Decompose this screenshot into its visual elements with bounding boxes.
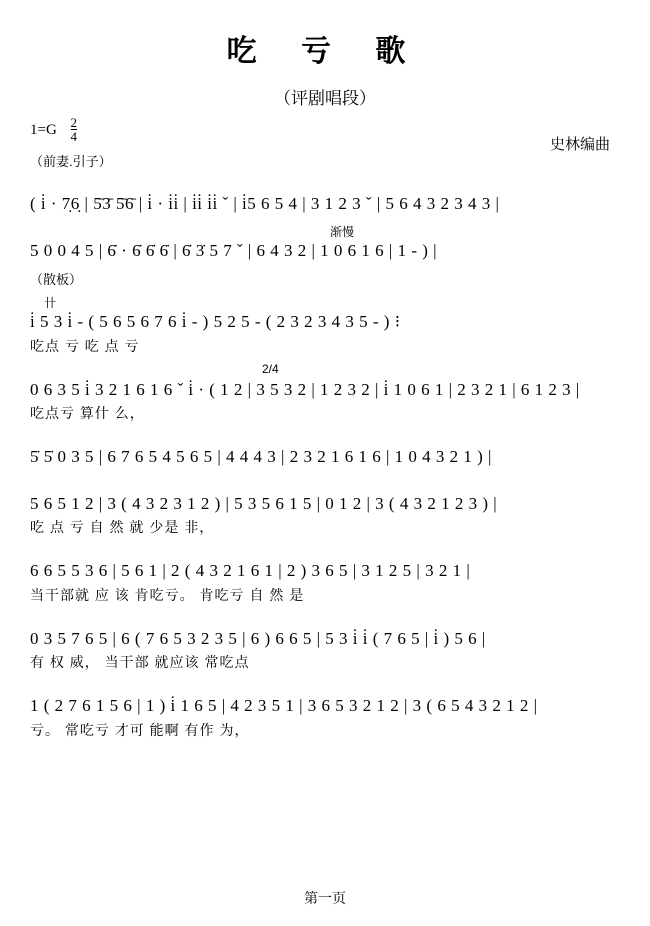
system-annotations: [30, 543, 620, 558]
key-signature: 1=G: [30, 121, 57, 138]
system-annotations: [30, 429, 620, 444]
music-system: [30, 476, 620, 538]
note-line: 5̇ 5̇ 0 3 5 | 6 7 6 5 4 5 6 5 | 4 4 4 3 | 2 3 2 1 6 1 6 | 1 0 4 3 2 1 ) |: [30, 447, 492, 466]
system-annotations: [30, 611, 620, 626]
note-line: 6 6 5 5 3 6 | 5 6 1 | 2 ( 4 3 2 1 6 1 | 2 ) 3 6 5 | 3 1 2 5 | 3 2 1 |: [30, 561, 471, 580]
note-line: 0 3 5 7 6 5 | 6 ( 7 6 5 3 2 3 5 | 6 ) 6 6 5 | 5 3 i̇ i̇ ( 7 6 5 | i̇ ) 5 6 |: [30, 628, 486, 648]
system-annotations: [30, 223, 620, 238]
meter-change-annotation: 2/4: [262, 361, 279, 376]
note-line: 5 6 5 1 2 | 3 ( 4 3 2 3 1 2 ) | 5 3 5 6 1 5 | 0 1 2 | 3 ( 4 3 2 1 2 3 ) |: [30, 493, 498, 513]
system-annotations: [30, 476, 620, 491]
meter-numerator: 2: [70, 115, 78, 130]
page-title: 吃 亏 歌: [226, 35, 424, 68]
system-annotations: [30, 294, 620, 309]
system-annotations: [30, 176, 620, 191]
music-system: [30, 543, 620, 605]
key-and-meter: [30, 117, 77, 144]
section-prelude: [30, 151, 620, 263]
lyric-line: 有 权 威， 当干部 就应该 常吃点: [30, 654, 250, 670]
note-line: 0 6 3 5 i̇ 3 2 1 6 1 6 ˇ i̇ · ( 1 2 | 3 5 3 2 | 1 2 3 2 | i̇ 1 0 6 1 | 2 3 2 1 | 6 1 2 3 |: [30, 379, 580, 399]
ornament-annotation: 卄: [44, 296, 57, 310]
system-annotations: [30, 678, 620, 693]
music-system: [30, 611, 620, 673]
note-line: 1 ( 2 7 6 1 5 6 | 1 ) i̇ 1 6 5 | 4 2 3 5 1 | 3 6 5 3 2 1 2 | 3 ( 6 5 4 3 2 1 2 |: [30, 696, 538, 715]
music-system: [30, 429, 620, 470]
system-annotations: [30, 362, 620, 377]
music-system: [30, 294, 620, 356]
composer-credit: 史林编曲: [549, 136, 610, 153]
lyric-line: 当干部就 应 该 肯吃亏。 肯吃亏 自 然 是: [30, 586, 305, 603]
score-metadata: [30, 111, 620, 153]
lyric-line: 吃点亏 算什 么，: [30, 405, 145, 421]
note-line: ( i̇ · 7̣6̣ | 5̄3̄ 5̄6̄ | i̇ · i̇i̇ | i̇i̇ i̇i̇ ˇ | i̇5 6 5 4 | 3 1 2 3 ˇ | 5 6 4 3 2 3 4 3 |: [30, 194, 500, 213]
page-subtitle: （评剧唱段）: [274, 89, 376, 108]
section-marker: （前妻.引子）: [30, 154, 112, 169]
section-free-meter: [30, 269, 620, 740]
page-footer: 第一页: [304, 890, 346, 906]
section-marker: （散板）: [30, 272, 83, 287]
music-system: [30, 223, 620, 264]
lyric-line: 吃点 亏 吃 点 亏: [30, 337, 140, 354]
tempo-annotation: 渐慢: [330, 224, 355, 239]
note-line: 5 0 0 4 5 | 6̇ · 6̇ 6̇ 6̇ | 6̇ 3̇ 5 7 ˇ | 6 4 3 2 | 1 0 6 1 6 | 1 - ) |: [30, 240, 438, 260]
music-system: [30, 362, 620, 424]
note-line: i̇ 5 3 i̇ - ( 5 6 5 6 7 6 i̇ - ) 5 2 5 - ( 2 3 2 3 4 3 5 - ) ⁝: [30, 312, 401, 331]
lyric-line: 吃 点 亏 自 然 就 少是 非，: [30, 519, 215, 535]
sheet-music-page: [0, 26, 650, 926]
meter-denominator: 4: [70, 129, 78, 144]
time-signature: [71, 116, 78, 143]
music-system: [30, 176, 620, 217]
lyric-line: 亏。 常吃亏 才可 能啊 有作 为，: [30, 721, 250, 738]
music-system: [30, 678, 620, 740]
